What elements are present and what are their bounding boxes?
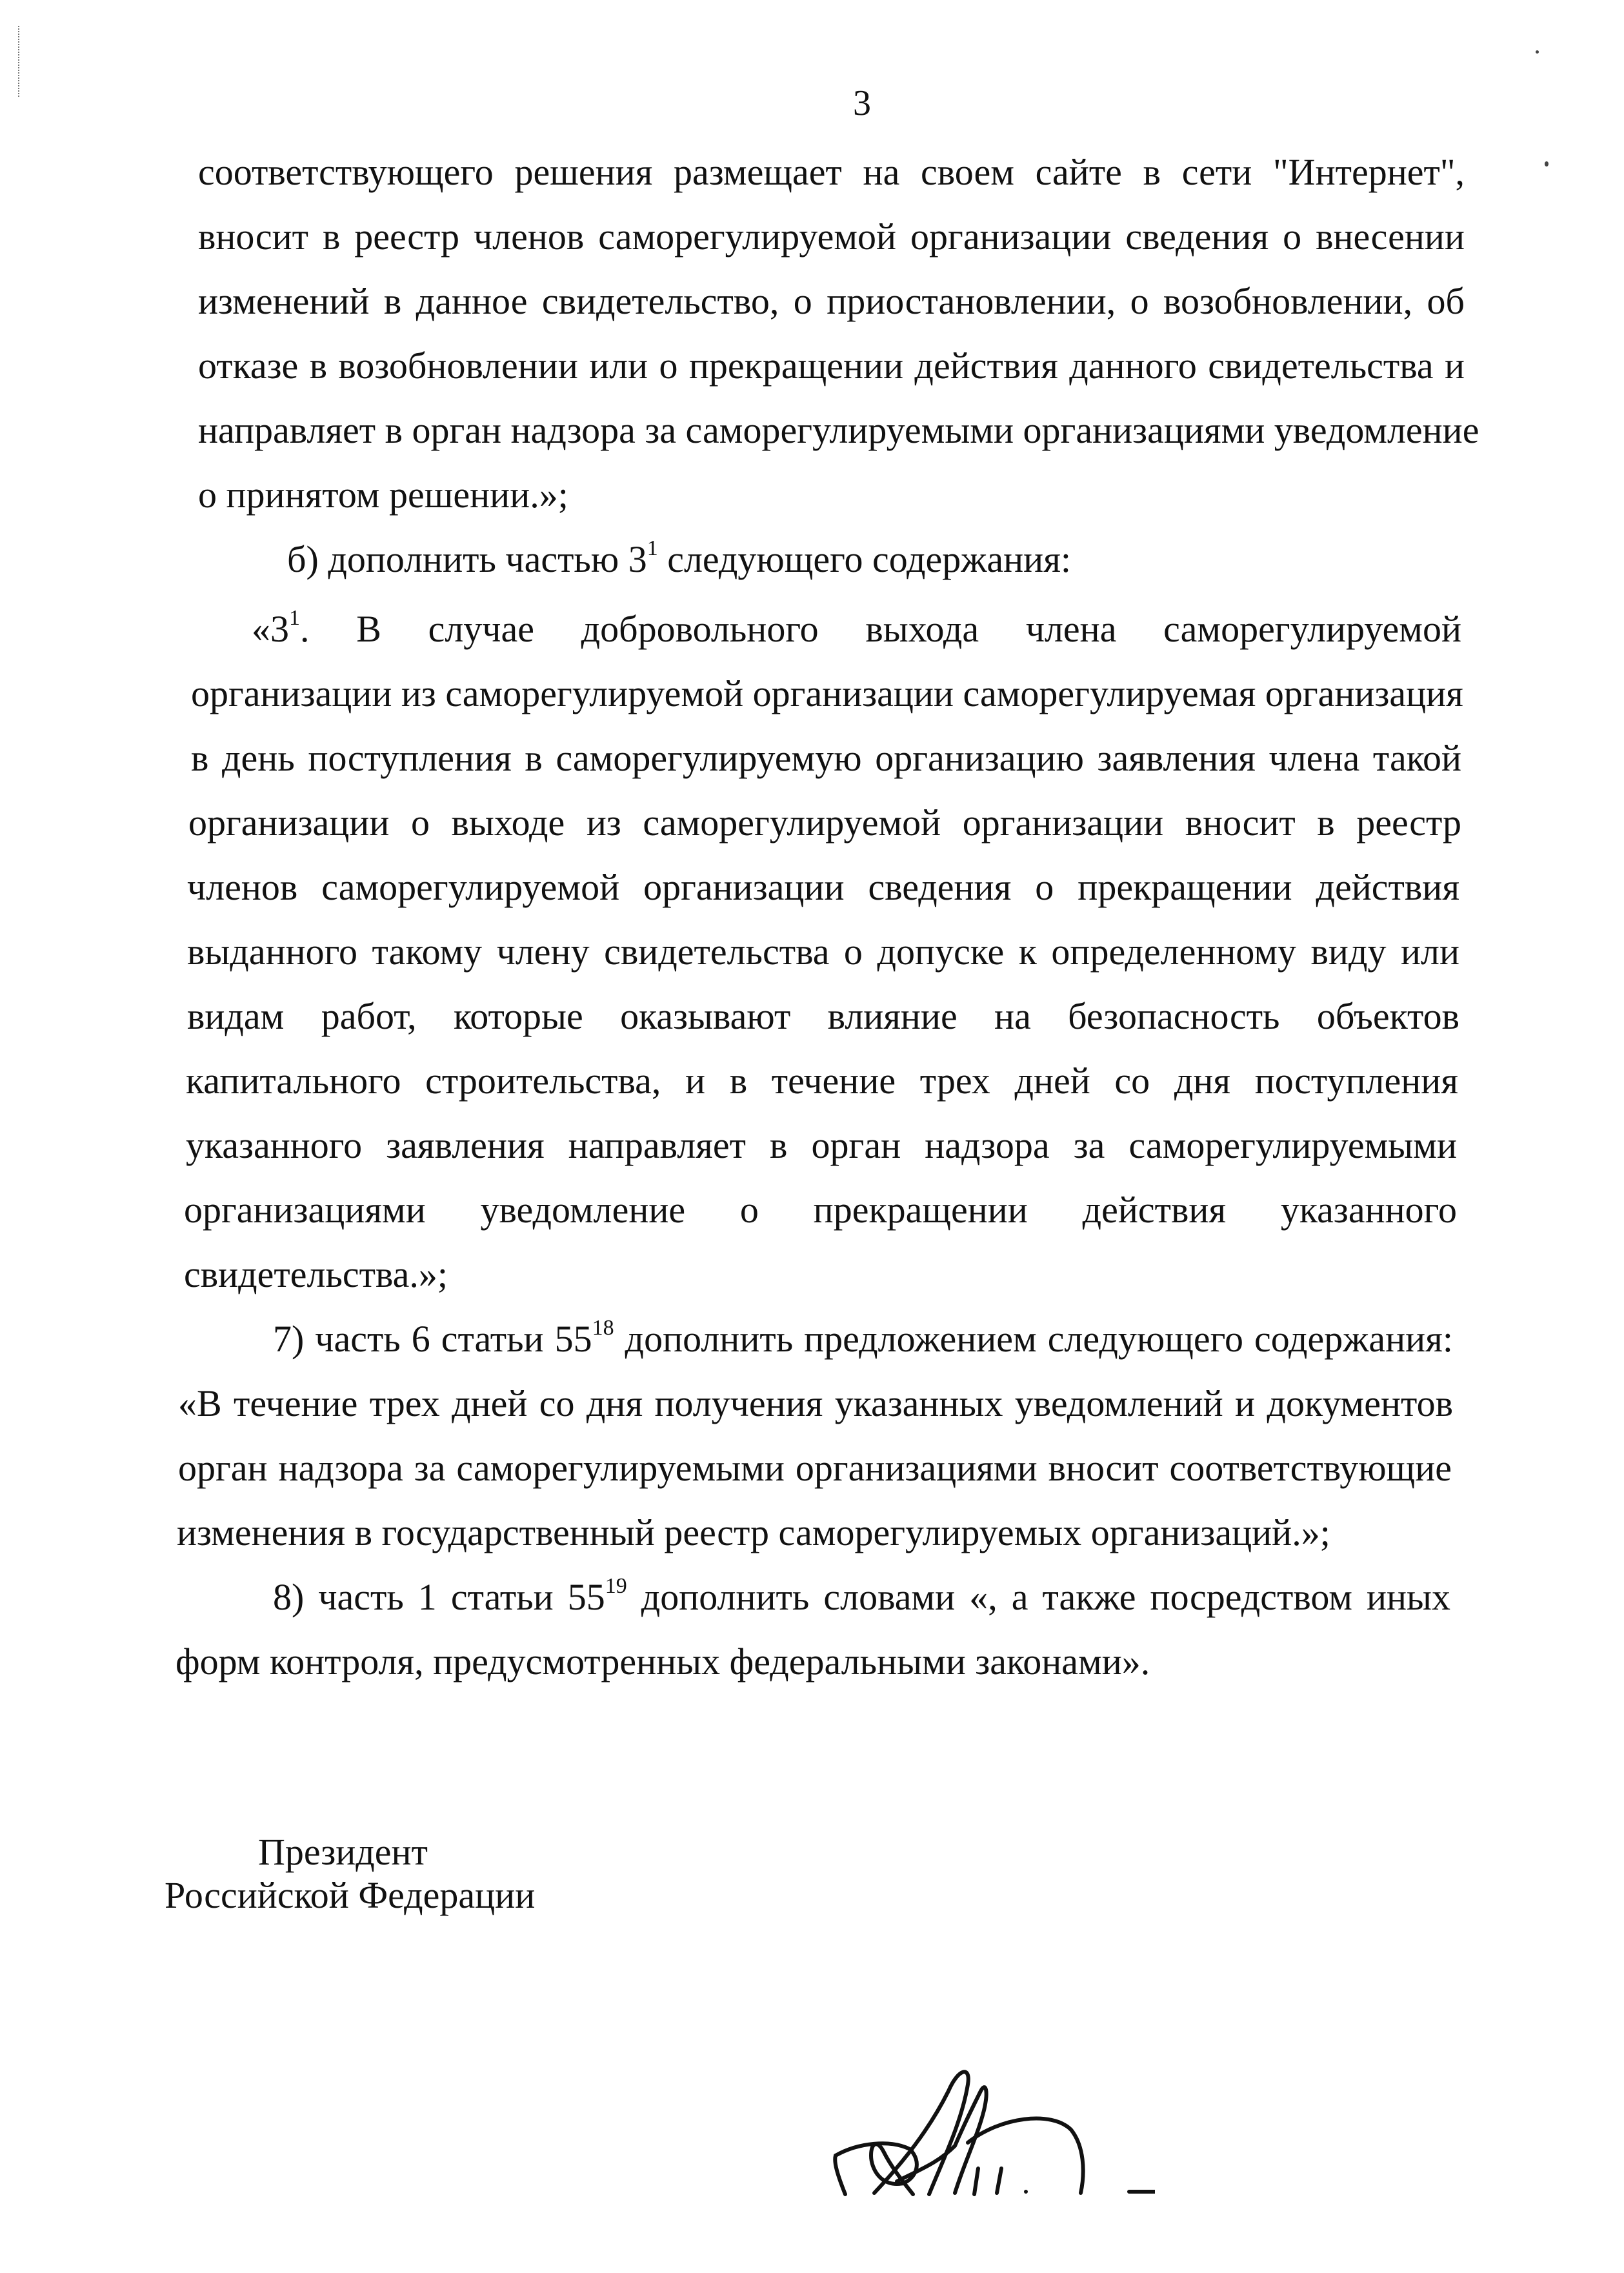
line-text: следующего содержания: [657, 538, 1071, 580]
line-text: капитального строительства, и в течение трех дней со дня поступления [186, 1060, 1458, 1102]
handwritten-signature [819, 2065, 1155, 2214]
line-text: указанного заявления направляет в орган надзора за саморегулируемыми [186, 1124, 1457, 1166]
line-text: о принятом решении.»; [198, 474, 568, 516]
text-line [252, 607, 1461, 652]
line-text: организации о выходе из саморегулируемой организации вносит в реестр [188, 802, 1461, 844]
line-text: членов саморегулируемой организации сведения о прекращении действия [187, 866, 1459, 908]
text-line [187, 929, 1459, 975]
line-text: выданного такому члену свидетельства о допуске к определенному виду или [187, 931, 1459, 973]
signatory-title: Президент [258, 1831, 428, 1873]
text-line [198, 214, 1465, 259]
text-line [198, 343, 1465, 389]
line-text: дополнить предложением следующего содержания: [614, 1318, 1453, 1360]
signatory-country: Российской Федерации [165, 1874, 536, 1916]
superscript-index: 19 [605, 1574, 627, 1598]
line-text: «В течение трех дней со дня получения указанных уведомлений и документов [178, 1382, 1453, 1424]
text-line [186, 1058, 1458, 1104]
text-line [184, 1187, 1457, 1233]
line-text: свидетельства.»; [184, 1253, 448, 1295]
text-line [191, 736, 1461, 781]
line-text: орган надзора за саморегулируемыми организациями вносит соответствующие [178, 1447, 1452, 1489]
line-text: изменения в государственный реестр саморегулируемых организаций.»; [177, 1511, 1330, 1553]
text-line [184, 1252, 448, 1297]
line-text: соответствующего решения размещает на своем сайте в сети "Интернет", [198, 151, 1465, 193]
text-line [198, 408, 1479, 453]
text-line [287, 537, 1071, 582]
line-text: вносит в реестр членов саморегулируемой организации сведения о внесении [198, 216, 1465, 258]
line-text: б) дополнить частью 3 [287, 538, 647, 580]
superscript-index: 1 [647, 536, 658, 560]
text-line [273, 1317, 1453, 1362]
line-text: дополнить словами «, а также посредством иных [627, 1576, 1450, 1618]
text-line [198, 472, 568, 518]
line-text: организациями уведомление о прекращении действия указанного [184, 1189, 1457, 1231]
text-line [198, 150, 1465, 195]
line-text: организации из саморегулируемой организации саморегулируемая организация [191, 672, 1463, 714]
page-number: 3 [853, 83, 871, 123]
text-line [177, 1510, 1330, 1555]
text-line [188, 800, 1461, 845]
text-line [191, 671, 1461, 716]
line-text: «3 [252, 608, 289, 650]
scan-edge-mark [18, 26, 21, 97]
text-line [187, 994, 1459, 1039]
text-line [178, 1446, 1452, 1491]
text-line [273, 1575, 1450, 1620]
line-text: 7) часть 6 статьи 55 [273, 1318, 592, 1360]
superscript-index: 1 [289, 606, 300, 630]
scan-speck [1545, 161, 1549, 167]
line-text: изменений в данное свидетельство, о приостановлении, о возобновлении, об [198, 280, 1465, 322]
line-text: направляет в орган надзора за саморегулируемыми организациями уведомление [198, 409, 1479, 451]
text-line [187, 865, 1459, 910]
line-text: . В случае добровольного выхода члена саморегулируемой [300, 608, 1461, 650]
line-text: отказе в возобновлении или о прекращении действия данного свидетельства и [198, 345, 1465, 387]
text-line [175, 1639, 1150, 1684]
line-text: в день поступления в саморегулируемую организацию заявления члена такой [191, 737, 1461, 779]
line-text: видам работ, которые оказывают влияние на безопасность объектов [187, 995, 1459, 1037]
text-line [178, 1381, 1453, 1426]
line-text: 8) часть 1 статьи 55 [273, 1576, 605, 1618]
line-text: форм контроля, предусмотренных федеральными законами». [175, 1641, 1150, 1682]
text-line [198, 279, 1465, 324]
scan-speck [1536, 50, 1539, 54]
superscript-index: 18 [592, 1316, 614, 1340]
text-line [186, 1123, 1457, 1168]
